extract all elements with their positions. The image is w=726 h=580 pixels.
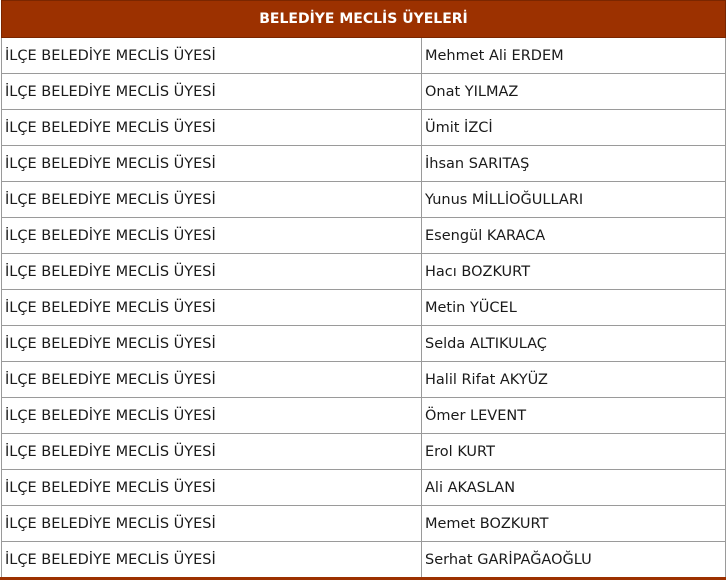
table-row <box>2 470 726 506</box>
member-name: Onat YILMAZ <box>422 74 726 110</box>
table-title: BELEDİYE MECLİS ÜYELERİ <box>2 1 726 38</box>
member-name: Hacı BOZKURT <box>422 254 726 290</box>
member-name: Ümit İZCİ <box>422 110 726 146</box>
table-row <box>2 434 726 470</box>
council-members-table <box>1 0 726 578</box>
member-role: İLÇE BELEDİYE MECLİS ÜYESİ <box>2 218 422 254</box>
table-row <box>2 110 726 146</box>
member-role: İLÇE BELEDİYE MECLİS ÜYESİ <box>2 254 422 290</box>
table-row <box>2 218 726 254</box>
member-role: İLÇE BELEDİYE MECLİS ÜYESİ <box>2 110 422 146</box>
table-row <box>2 506 726 542</box>
member-name: Selda ALTIKULAÇ <box>422 326 726 362</box>
table-row <box>2 74 726 110</box>
table-body <box>2 38 726 578</box>
table-header-row <box>2 1 726 38</box>
table-row <box>2 38 726 74</box>
member-role: İLÇE BELEDİYE MECLİS ÜYESİ <box>2 542 422 578</box>
member-name: Esengül KARACA <box>422 218 726 254</box>
member-name: Ömer LEVENT <box>422 398 726 434</box>
member-name: Memet BOZKURT <box>422 506 726 542</box>
member-role: İLÇE BELEDİYE MECLİS ÜYESİ <box>2 434 422 470</box>
member-name: Serhat GARİPAĞAOĞLU <box>422 542 726 578</box>
member-name: Halil Rifat AKYÜZ <box>422 362 726 398</box>
member-name: İhsan SARITAŞ <box>422 146 726 182</box>
member-role: İLÇE BELEDİYE MECLİS ÜYESİ <box>2 470 422 506</box>
member-name: Erol KURT <box>422 434 726 470</box>
member-name: Mehmet Ali ERDEM <box>422 38 726 74</box>
member-role: İLÇE BELEDİYE MECLİS ÜYESİ <box>2 326 422 362</box>
table-row <box>2 254 726 290</box>
member-name: Ali AKASLAN <box>422 470 726 506</box>
member-role: İLÇE BELEDİYE MECLİS ÜYESİ <box>2 506 422 542</box>
table-row <box>2 542 726 578</box>
table-row <box>2 362 726 398</box>
member-role: İLÇE BELEDİYE MECLİS ÜYESİ <box>2 146 422 182</box>
member-name: Yunus MİLLİOĞULLARI <box>422 182 726 218</box>
member-role: İLÇE BELEDİYE MECLİS ÜYESİ <box>2 182 422 218</box>
member-role: İLÇE BELEDİYE MECLİS ÜYESİ <box>2 74 422 110</box>
member-role: İLÇE BELEDİYE MECLİS ÜYESİ <box>2 362 422 398</box>
member-role: İLÇE BELEDİYE MECLİS ÜYESİ <box>2 38 422 74</box>
table-row <box>2 290 726 326</box>
table-row <box>2 182 726 218</box>
table-row <box>2 398 726 434</box>
table-row <box>2 326 726 362</box>
member-role: İLÇE BELEDİYE MECLİS ÜYESİ <box>2 398 422 434</box>
member-role: İLÇE BELEDİYE MECLİS ÜYESİ <box>2 290 422 326</box>
member-name: Metin YÜCEL <box>422 290 726 326</box>
table-row <box>2 146 726 182</box>
